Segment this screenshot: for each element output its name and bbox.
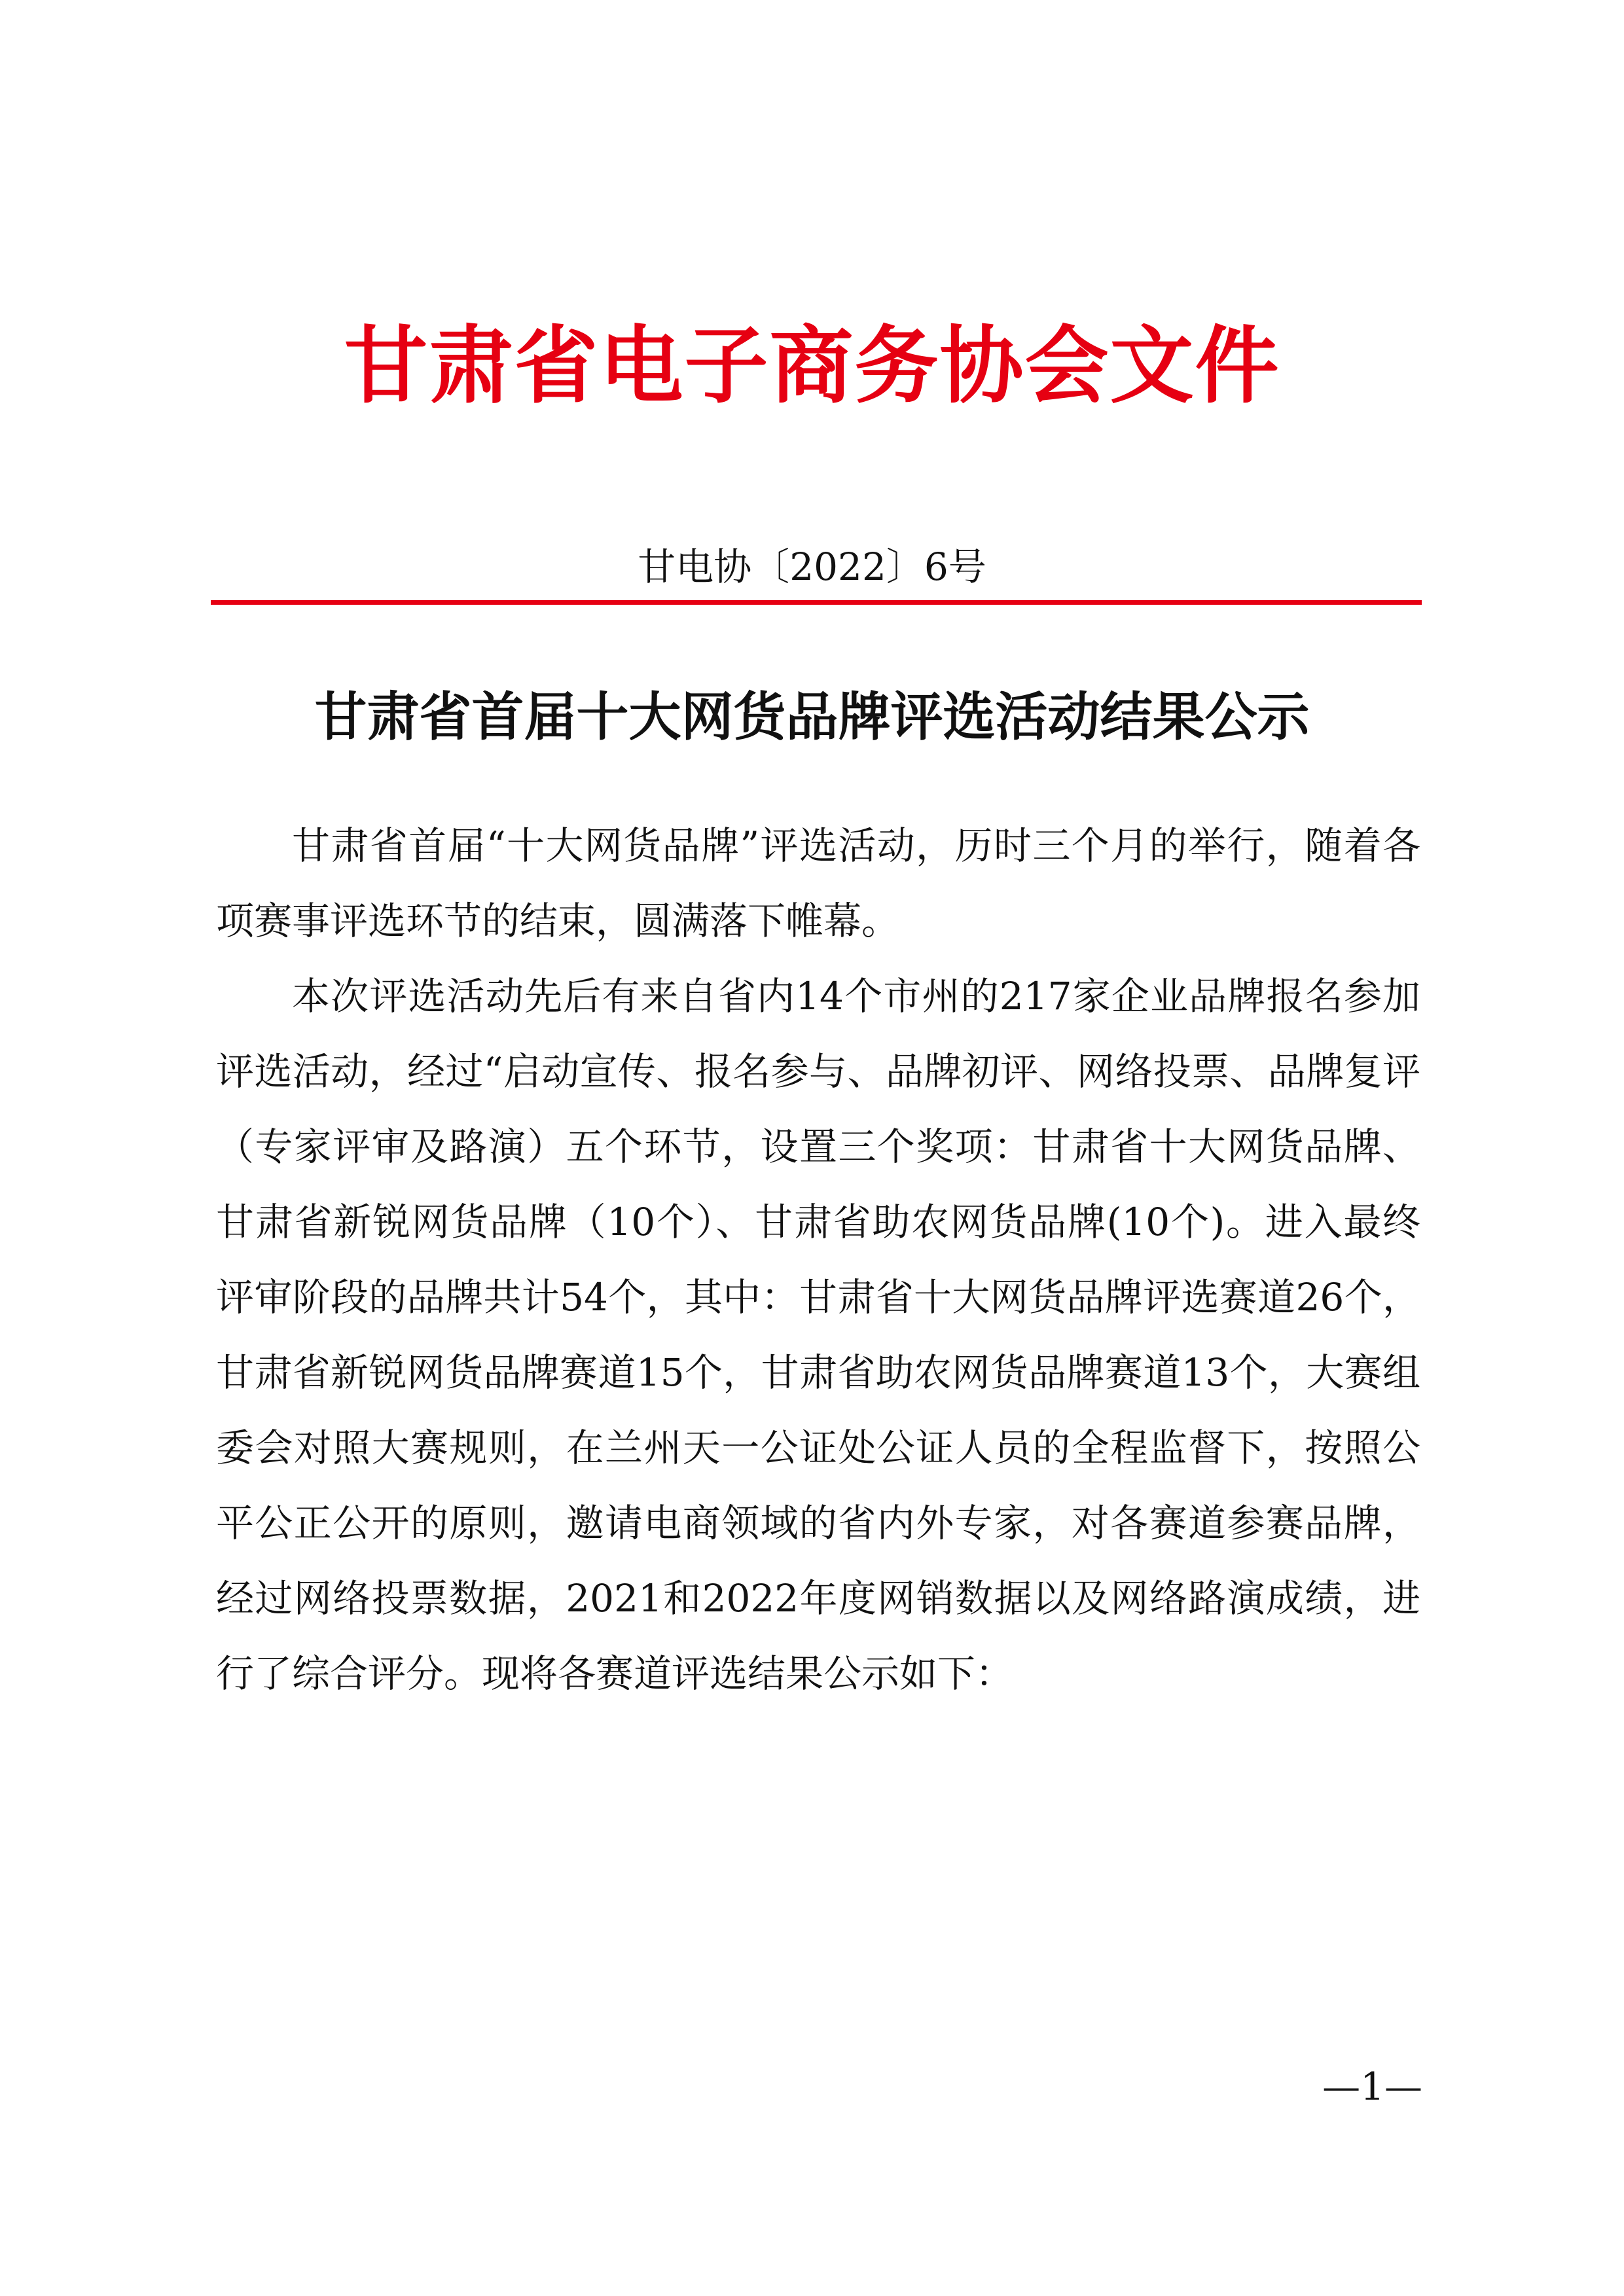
- document-number: 甘电协〔2022〕6号: [638, 545, 986, 589]
- page-number: —1—: [1322, 2064, 1422, 2109]
- body-paragraph-1: 甘肃省首届“十大网货品牌”评选活动，历时三个月的举行，随着各项赛事评选环节的结束，圆满落下帷幕。: [216, 823, 1420, 943]
- notice-title: 甘肃省首届十大网货品牌评选活动结果公示: [314, 686, 1310, 747]
- red-divider-line: [211, 600, 1422, 605]
- issuer-header-title: 甘肃省电子商务协会文件: [344, 317, 1280, 415]
- body-paragraph-2: 本次评选活动先后有来自省内14个市州的217家企业品牌报名参加评选活动，经过“启动宣传、报名参与、品牌初评、网络投票、品牌复评（专家评审及路演）五个环节，设置三个奖项：甘肃省十大网货品牌、甘肃省新锐网货品牌（10个）、甘肃省助农网货品牌(10个)。进入最终评审阶段的品牌共计54个，其中：甘肃省十大网货品牌评选赛道26个，甘肃省新锐网货品牌赛道15个，甘肃省助农网货品牌赛道13个，大赛组委会对照大赛规则，在兰州天一公证处公证人员的全程监督下，按照公平公正公开的原则，邀请电商领域的省内外专家，对各赛道参赛品牌，经过网络投票数据，2021和2022年度网销数据以及网络路演成绩，进行了综合评分。现将各赛道评选结果公示如下：: [216, 974, 1420, 1696]
- notice-body: [216, 808, 1420, 1712]
